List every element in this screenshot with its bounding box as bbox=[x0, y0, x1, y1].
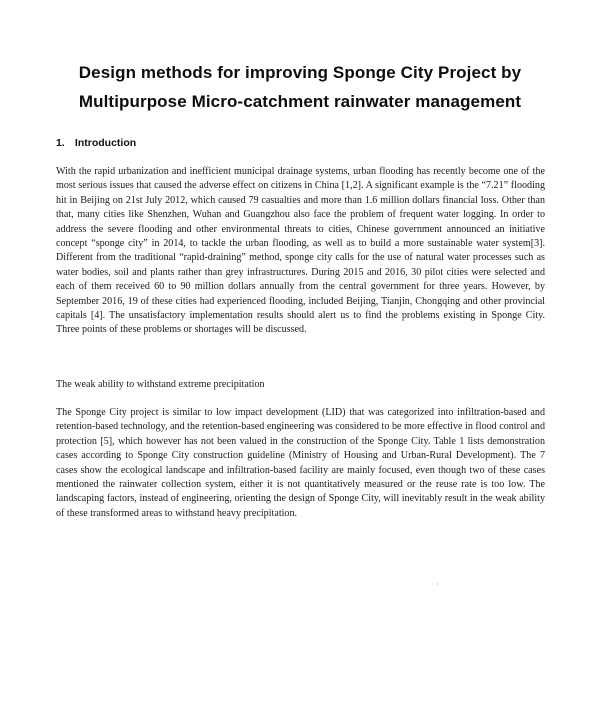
title-line-1: Design methods for improving Sponge City Project by bbox=[78, 63, 522, 82]
paragraph-subheading: The weak ability to withstand extreme precipitation bbox=[56, 379, 265, 390]
paragraph-introduction: With the rapid urbanization and inefficient municipal drainage systems, urban flooding has recently become one of the most serious issues that caused the adverse effect on citizens in China [1,2]. A significant example is the “7.21” flooding hit in Beijing on 21st July 2012, which caused 79 casualties and more than 1.6 million dollars financial loss. Other than that, many cities like Shenzhen, Wuhan and Guangzhou also face the problem of frequent water logging. In order to address the severe flooding and other environmental threats to cities, Chinese government announced an initiative concept “sponge city” in 2014, to tackle the urban flooding, as well as to build a more sustainable water system[3]. Different from the traditional “rapid-draining” method, sponge city calls for the use of natural water processes such as water bodies, soil and plants rather than grey infrastructures. During 2015 and 2016, 30 pilot cities were selected and each of them received 60 to 90 million dollars annually from the central government for three years. However, by September 2016, 19 of these cities had experienced flooding, included Beijing, Tianjin, Chongqing and other provincial capitals [4]. The unsatisfactory implementation results should alert us to find the problems existing in Sponge City. Three points of these problems or shortages will be discussed. bbox=[56, 166, 545, 336]
section-number: 1. bbox=[56, 137, 65, 149]
paragraph-precipitation: The Sponge City project is similar to low impact development (LID) that was categorized into infiltration-based and retention-based technology, and the retention-based engineering was considered to be more effective in flood control and protection [5], which however has not been valued in the construction of the Sponge City. Table 1 lists demonstration cases according to Sponge City construction guideline (Ministry of Housing and Urban-Rural Development). The 7 cases show the ecological landscape and infiltration-based facility are mainly focused, even though two of these cases mentioned the rainwater collection system, either it is not quantitatively measured or the reuse rate is too low. The landscaping factors, instead of engineering, orienting the design of Sponge City, will inevitably result in the weak ability of these transformed areas to withstand heavy precipitation. bbox=[56, 407, 545, 519]
paper-title bbox=[40, 58, 560, 116]
section-title: Introduction bbox=[74, 137, 137, 149]
scan-speck: · bbox=[436, 580, 439, 589]
title-line-2: Multipurpose Micro-catchment rainwater management bbox=[78, 92, 522, 111]
section-heading bbox=[56, 137, 136, 149]
